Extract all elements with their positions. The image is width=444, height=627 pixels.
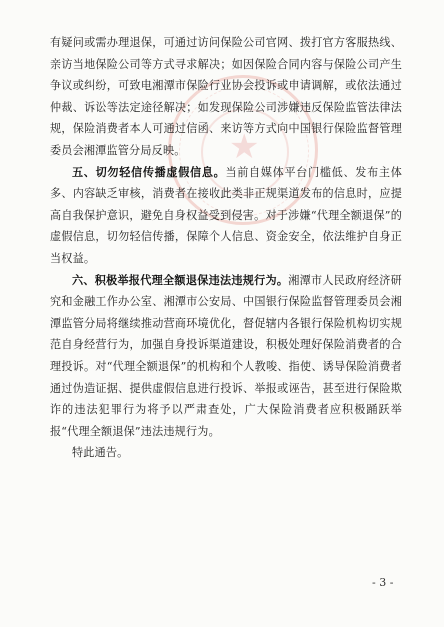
section-5-body: 当前自媒体平台门槛低、发布主体多、内容缺乏审核，消费者在接收此类非正规渠道发布的信息时，应提高自我保护意识，避免自身权益受到侵害。对于涉嫌“代理全额退保”的虚假信息，切勿轻信传播，保障个人信息、资金安全，依法维护自身正当权益。 xyxy=(50,165,402,265)
closing-statement: 特此通告。 xyxy=(72,446,129,460)
document-body xyxy=(50,32,402,464)
section-6 xyxy=(50,270,402,443)
section-5 xyxy=(50,162,402,270)
section-6-heading: 六、积极举报代理全额退保违法违规行为。 xyxy=(72,273,289,287)
paragraph-complaint-channels: 有疑问或需办理退保，可通过访问保险公司官网、拨打官方客服热线、亲访当地保险公司等方式寻求解决；如因保险合同内容与保险公司产生争议或纠纷，可致电湘潭市保险行业协会投诉或申请调解，或依法通过仲裁、诉讼等法定途径解决；如发现保险公司涉嫌违反保险监管法律法规，保险消费者本人可通过信函、来访等方式向中国银行保险监督管理委员会湘潭监管分局反映。 xyxy=(50,36,402,157)
section-6-body: 湘潭市人民政府经济研究和金融工作办公室、湘潭市公安局、中国银行保险监督管理委员会湘潭监管分局将继续推动营商环境优化，督促辖内各银行保险机构切实规范自身经营行为，加强自身投诉渠道建设，积极处理好保险消费者的合理投诉。对“代理全额退保”的机构和个人教唆、指使、诱导保险消费者通过伪造证据、提供虚假信息进行投诉、举报或诬告，甚至进行保险欺诈的违法犯罪行为将予以严肃查处，广大保险消费者应积极踊跃举报“代理全额退保”违法违规行为。 xyxy=(50,273,402,438)
section-5-heading: 五、切勿轻信传播虚假信息。 xyxy=(72,165,226,179)
page-number: - 3 - xyxy=(372,576,394,589)
seal-star-icon: ★ xyxy=(229,127,260,167)
